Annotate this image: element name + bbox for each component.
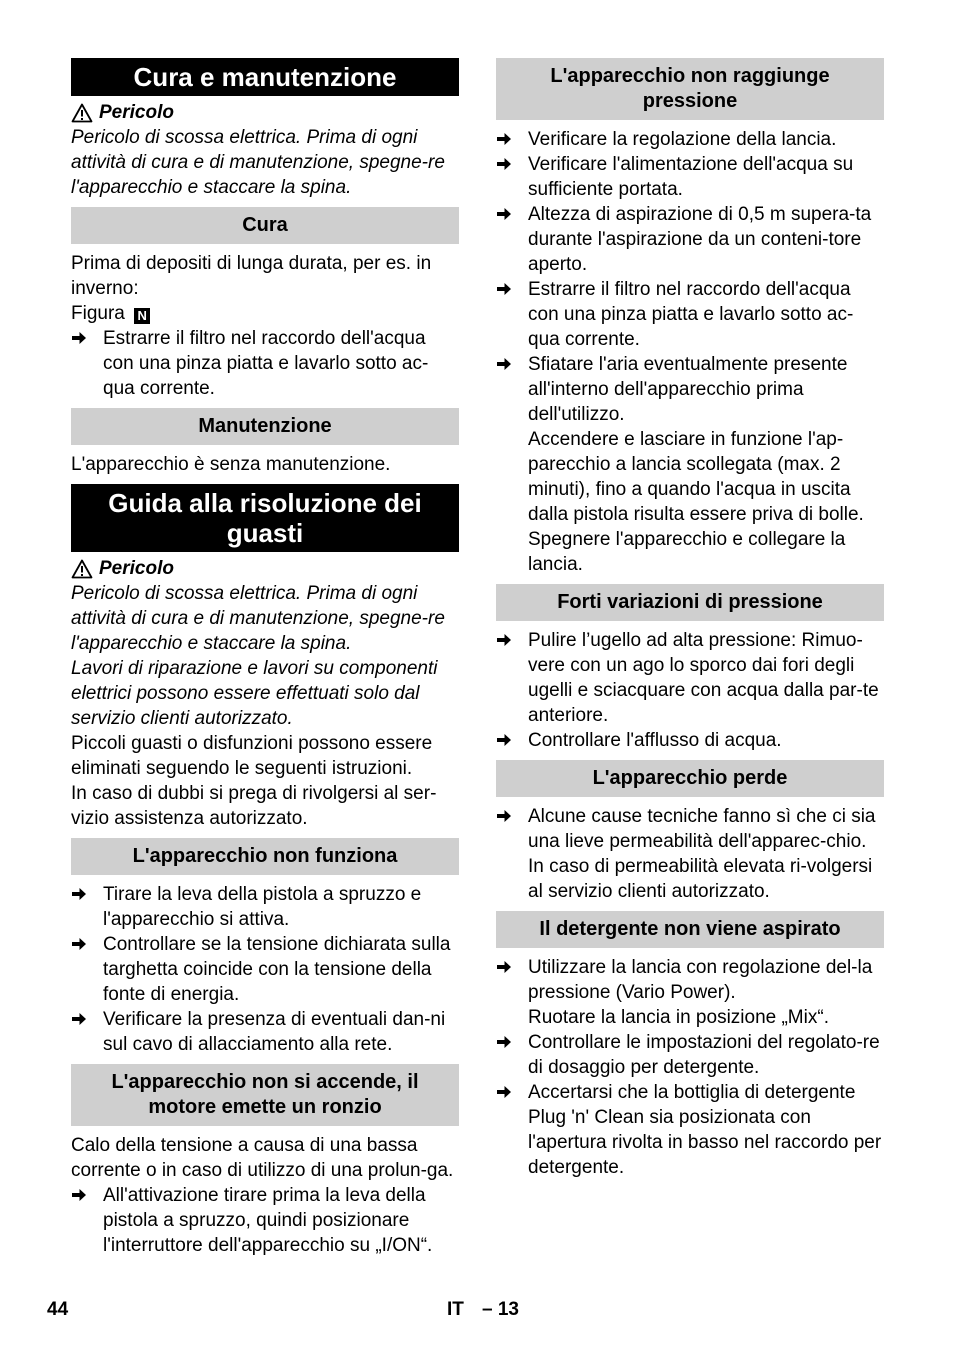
list-item: Accertarsi che la bottiglia di detergente Plug 'n' Clean sia posizionata con l'apertura rivolta in basso nel raccordo per detergente. [496,1080,884,1180]
list-item: Verificare la presenza di eventuali dan-ni sul cavo di allacciamento alla rete. [71,1007,459,1057]
figura-label: Figura [71,303,125,324]
list-item [496,352,884,577]
non-accende-text: Calo della tensione a causa di una bassa corrente o in caso di utilizzo di una prolun-ga. [71,1135,454,1181]
sub-page-number: – 13 [482,1299,519,1320]
warning-text: Lavori di riparazione e lavori su componenti elettrici possono essere effettuati solo dal servizio clienti autorizzato. [71,658,438,729]
warning-label [71,556,459,581]
list-item [496,955,884,1030]
warning-label-text: Pericolo [99,558,174,579]
list-item: Tirare la leva della pistola a spruzzo e l'apparecchio si attiva. [71,882,459,932]
list-item: Verificare la regolazione della lancia. [496,127,884,152]
arrow-right-icon [71,886,87,902]
guida-text: Piccoli guasti o disfunzioni possono essere eliminati seguendo le seguenti istruzioni. [71,733,433,779]
arrow-right-icon [496,959,512,975]
warning-label-text: Pericolo [99,102,174,123]
list-item: Controllare le impostazioni del regolato-re di dosaggio per detergente. [496,1030,884,1080]
left-column [71,58,459,1258]
list-item: Controllare l'afflusso di acqua. [496,728,884,753]
heading-non-pressione: L'apparecchio non raggiunge pressione [496,58,884,120]
arrow-right-icon [496,206,512,222]
arrow-right-icon [496,356,512,372]
guida-text: In caso di dubbi si prega di rivolgersi al ser-vizio assistenza autorizzato. [71,783,437,829]
heading-guida: Guida alla risoluzione dei guasti [71,484,459,552]
page-number: 44 [47,1299,69,1320]
list-item-text: Accendere e lasciare in funzione l'ap-parecchio a lancia scollegata (max. 2 minuti), fino a quando l'acqua in uscita dalla pistola risulta essere priva di bolle. [528,429,864,525]
list-item: All'attivazione tirare prima la leva della pistola a spruzzo, quindi posizionare l'interruttore dell'apparecchio su „I/ON“. [71,1183,459,1258]
warning-triangle-icon [71,103,93,123]
list-item-text: Ruotare la lancia in posizione „Mix“. [528,1007,829,1028]
heading-non-funziona: L'apparecchio non funziona [71,838,459,875]
arrow-right-icon [496,808,512,824]
warning-text: Pericolo di scossa elettrica. Prima di ogni attività di cura e di manutenzione, spegne-re l'apparecchio e staccare la spina. [71,583,445,654]
heading-detergente: Il detergente non viene aspirato [496,911,884,948]
list-item: Verificare l'alimentazione dell'acqua su sufficiente portata. [496,152,884,202]
manutenzione-text: L'apparecchio è senza manutenzione. [71,454,391,475]
heading-perde: L'apparecchio perde [496,760,884,797]
list-item-text: Sfiatare l'aria eventualmente presente all'interno dell'apparecchio prima dell'utilizzo. [528,354,848,425]
arrow-right-icon [496,1034,512,1050]
arrow-right-icon [71,1187,87,1203]
heading-non-accende: L'apparecchio non si accende, il motore emette un ronzio [71,1064,459,1126]
arrow-right-icon [496,732,512,748]
arrow-right-icon [496,131,512,147]
heading-variazioni: Forti variazioni di pressione [496,584,884,621]
list-item: Pulire l’ugello ad alta pressione: Rimuo-vere con un ago lo sporco dai fori degli ugelli e sciacquare con acqua dalla par-te anteriore. [496,628,884,728]
figura-line [71,301,459,326]
arrow-right-icon [71,330,87,346]
heading-cura-manutenzione: Cura e manutenzione [71,58,459,96]
list-item: Altezza di aspirazione di 0,5 m supera-ta durante l'aspirazione da un conteni-tore aperto. [496,202,884,277]
list-item: Controllare se la tensione dichiarata sulla targhetta coincide con la tensione della fonte di energia. [71,932,459,1007]
heading-manutenzione: Manutenzione [71,408,459,445]
list-item: Estrarre il filtro nel raccordo dell'acqua con una pinza piatta e lavarlo sotto ac-qua corrente. [496,277,884,352]
list-item-text: Utilizzare la lancia con regolazione del-la pressione (Vario Power). [528,957,873,1003]
list-item: Estrarre il filtro nel raccordo dell'acqua con una pinza piatta e lavarlo sotto ac-qua corrente. [71,326,459,401]
cura-text: Prima di depositi di lunga durata, per es. in inverno: [71,253,432,299]
arrow-right-icon [71,936,87,952]
arrow-right-icon [496,156,512,172]
arrow-right-icon [496,1084,512,1100]
figure-ref-icon: N [134,308,150,324]
warning-text: Pericolo di scossa elettrica. Prima di ogni attività di cura e di manutenzione, spegne-re l'apparecchio e staccare la spina. [71,127,445,198]
right-column [496,58,884,1180]
heading-cura: Cura [71,207,459,244]
arrow-right-icon [496,281,512,297]
list-item-text: Spegnere l'apparecchio e collegare la lancia. [528,529,846,575]
list-item: Alcune cause tecniche fanno sì che ci sia una lieve permeabilità dell'apparec-chio. In caso di permeabilità elevata ri-volgersi al servizio clienti autorizzato. [496,804,884,904]
language-code: IT [447,1299,464,1320]
arrow-right-icon [496,632,512,648]
arrow-right-icon [71,1011,87,1027]
warning-label [71,100,459,125]
warning-triangle-icon [71,559,93,579]
